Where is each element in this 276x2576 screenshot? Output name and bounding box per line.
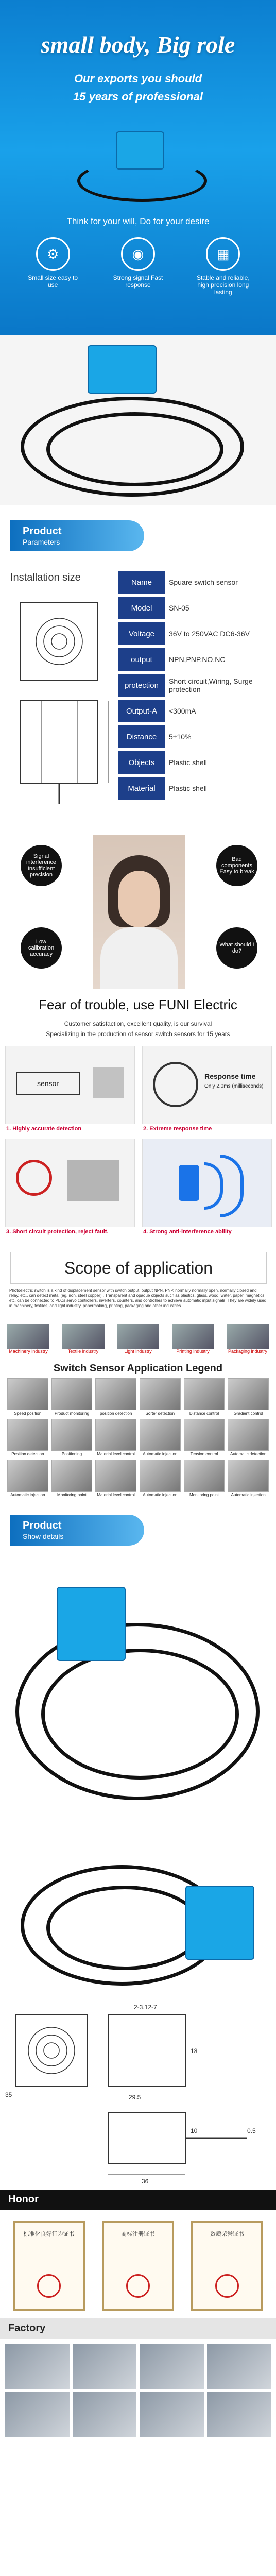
product-photo-section: [0, 335, 276, 505]
seal-icon: [37, 2274, 61, 2298]
legend-label: Product monitoring: [54, 1411, 90, 1416]
params-banner-title: Product: [23, 526, 62, 537]
hero-feature: [110, 237, 166, 296]
dimension-label: 18: [191, 2047, 198, 2055]
fear-line-2: Specializing in the production of sensor switch sensors for 15 years: [46, 1030, 230, 1038]
dimension-label: 35: [5, 2091, 12, 2098]
seal-icon: [215, 2274, 239, 2298]
industry-label: Printing industry: [176, 1349, 210, 1354]
legend-item: [51, 1460, 93, 1497]
fear-section: [0, 989, 276, 1041]
legend-item: [184, 1378, 225, 1416]
industry-label: Packaging industry: [228, 1349, 268, 1354]
response-title: Response time: [204, 1072, 256, 1080]
legend-grid: [7, 1378, 269, 1497]
spec-row: [118, 622, 270, 645]
legend-item: [140, 1419, 181, 1456]
spec-row: [118, 648, 270, 671]
legend-item: [140, 1378, 181, 1416]
legend-label: Gradient control: [233, 1411, 263, 1416]
factory-header: [0, 2318, 276, 2339]
legend-item: [95, 1460, 136, 1497]
industry-label: Machinery industry: [9, 1349, 48, 1354]
installation-title: Installation size: [10, 572, 81, 583]
spec-label: Objects: [118, 751, 165, 774]
spec-value: NPN,PNP,NO,NC: [169, 655, 226, 664]
sensor-product: [185, 1886, 254, 1960]
legend-label: Material level control: [97, 1452, 135, 1456]
honor-title: Honor: [8, 2194, 39, 2205]
problem-bubble: What should I do?: [216, 927, 257, 969]
certificate: [191, 2221, 263, 2311]
spec-value: 5±10%: [169, 733, 192, 741]
sensor-diagram-label: sensor: [16, 1072, 80, 1095]
industry-item: [117, 1324, 159, 1360]
spec-row: [118, 700, 270, 722]
industries-list: [0, 1324, 276, 1360]
certificate-title: 资质荣誉证书: [210, 2231, 244, 2238]
industry-label: Light industry: [124, 1349, 152, 1354]
legend-label: Automatic injection: [143, 1452, 178, 1456]
spec-value: Plastic shell: [169, 758, 207, 767]
problem-bubble: Low calibration accuracy: [21, 927, 62, 969]
hero-subtitle-1: Our exports you should: [74, 72, 202, 85]
spec-table: [118, 571, 270, 803]
hero-feature: [25, 237, 81, 296]
params-banner-subtitle: Parameters: [23, 538, 60, 546]
factory-photo: [73, 2392, 137, 2437]
certificate-title: 标准化良好行为证书: [23, 2231, 75, 2238]
factory-photo: [73, 2344, 137, 2389]
factory-photo: [5, 2392, 70, 2437]
industry-item: [62, 1324, 105, 1360]
wifi-icon: ◉: [121, 237, 155, 271]
certificate: [13, 2221, 85, 2311]
factory-gallery: [0, 2339, 276, 2442]
spec-value: SN-05: [169, 604, 189, 612]
legend-label: Automatic injection: [143, 1493, 178, 1497]
legend-item: [7, 1419, 48, 1456]
factory-photo: [140, 2392, 204, 2437]
honor-header: [0, 2190, 276, 2210]
legend-label: Positioning: [61, 1452, 82, 1456]
hero-feature: [195, 237, 251, 296]
params-banner: [0, 505, 276, 567]
legend-label: Distance control: [189, 1411, 219, 1416]
legend-item: [228, 1460, 269, 1497]
legend-item: [7, 1378, 48, 1416]
scope-title: Scope of application: [10, 1252, 267, 1284]
spec-row: [118, 597, 270, 619]
legend-label: Material level control: [97, 1493, 135, 1497]
spec-row: [118, 674, 270, 697]
legend-label: Automatic detection: [230, 1452, 267, 1456]
stopwatch-icon: [153, 1062, 198, 1107]
spec-label: protection: [118, 674, 165, 697]
industry-item: [172, 1324, 214, 1360]
product-detail-photo-1: [0, 1561, 276, 1850]
dimension-label: 0.5: [247, 2127, 256, 2134]
legend-label: Tension control: [190, 1452, 218, 1456]
show-banner-subtitle: Show details: [23, 1532, 64, 1540]
accuracy-card: [5, 1046, 135, 1124]
factory-photo: [5, 2344, 70, 2389]
hero-feature-label: Small size easy to use: [28, 274, 78, 289]
spec-label: Output-A: [118, 700, 165, 722]
chip-icon: ▦: [206, 237, 240, 271]
legend-item: [95, 1419, 136, 1456]
show-banner-title: Product: [23, 1520, 62, 1531]
problem-bubble: Signal interference Insufficient precision: [21, 845, 62, 886]
fear-heading: Fear of trouble, use FUNI Electric: [39, 997, 237, 1012]
legend-label: Automatic injection: [231, 1493, 266, 1497]
dimension-label: 29.5: [129, 2094, 141, 2101]
worried-person-image: [93, 835, 185, 989]
legend-item: [51, 1378, 93, 1416]
certificate-title: 商标注册证书: [121, 2231, 155, 2238]
legend-label: Speed position: [14, 1411, 42, 1416]
hero-title: small body, Big role: [41, 31, 235, 58]
legend-label: position detection: [100, 1411, 132, 1416]
legend-label: Monitoring point: [189, 1493, 219, 1497]
problem-bubble: Bad components Easy to break: [216, 845, 257, 886]
legend-item: [140, 1460, 181, 1497]
industry-item: [227, 1324, 269, 1360]
product-detail-photo-2: [0, 1850, 276, 1994]
sensor-product: [88, 345, 157, 394]
certificate: [102, 2221, 174, 2311]
spec-label: Distance: [118, 725, 165, 748]
legend-label: Sorter detection: [145, 1411, 175, 1416]
response-value: Only 2.0ms (milliseconds): [204, 1083, 264, 1089]
legend-item: [51, 1419, 93, 1456]
dimension-label: 36: [142, 2178, 149, 2185]
hero-feature-label: Stable and reliable, high precision long lasting: [196, 274, 250, 296]
installation-drawing: [10, 592, 129, 809]
spec-label: Name: [118, 571, 165, 594]
industry-item: [7, 1324, 49, 1360]
factory-photo: [207, 2392, 271, 2437]
show-details-banner: [0, 1499, 276, 1561]
factory-photo: [207, 2344, 271, 2389]
advantage-label: 1. Highly accurate detection: [6, 1126, 82, 1132]
spec-label: Model: [118, 597, 165, 619]
advantage-label: 4. Strong anti-interference ability: [143, 1229, 232, 1235]
hero-feature-label: Strong signal Fast response: [113, 274, 163, 289]
problems-section: [0, 835, 276, 989]
advantage-label: 2. Extreme response time: [143, 1126, 212, 1132]
legend-label: Automatic injection: [10, 1493, 45, 1497]
legend-item: [184, 1460, 225, 1497]
spec-value: <300mA: [169, 707, 196, 715]
advantages-section: [0, 1041, 276, 1247]
spec-row: [118, 751, 270, 774]
scope-section: [0, 1247, 276, 1288]
factory-photo: [140, 2344, 204, 2389]
sensor-product: [57, 1587, 126, 1661]
hero-section: [0, 0, 276, 335]
dimension-drawing: [0, 1994, 276, 2190]
spec-value: Plastic shell: [169, 784, 207, 792]
factory-title: Factory: [8, 2323, 46, 2334]
legend-label: Monitoring point: [57, 1493, 87, 1497]
dimension-label: 2-3.12-7: [134, 2004, 157, 2011]
signal-wave-icon: [179, 1165, 199, 1201]
parameters-section: [0, 567, 276, 835]
legend-item: [7, 1460, 48, 1497]
hero-product-image: [67, 118, 211, 201]
legend-item: [95, 1378, 136, 1416]
legend-item: [228, 1378, 269, 1416]
cable-coil-inner: [46, 412, 223, 486]
interference-card: [142, 1139, 272, 1227]
spec-label: Material: [118, 777, 165, 800]
industry-label: Textile industry: [67, 1349, 99, 1354]
spec-label: Voltage: [118, 622, 165, 645]
response-card: [142, 1046, 272, 1124]
spec-value: Short circuit,Wiring, Surge protection: [169, 677, 253, 693]
dimension-drawing-section: [0, 1994, 276, 2190]
protection-card: [5, 1139, 135, 1227]
seal-icon: [126, 2274, 150, 2298]
spec-value: 36V to 250VAC DC6-36V: [169, 630, 250, 638]
hero-feature-list: [10, 237, 266, 296]
legend-label: Position detection: [11, 1452, 44, 1456]
scope-description: Photoelectric switch is a kind of displacement sensor with switch output, output NPN, PNP, normally normally open, normally closed and relay, etc., can detect metal (eg, iron, steel copper) . Transparent and opaque objects such as plastics, glass, wood, water, paper, magnetics, etc. can be connected to PLCs servo controllers, inverters, counters, and controllers to achieve automatic input signals. They are widely used in machinery, textiles, and light industry, papermaking, printing, packaging and other industries.: [9, 1288, 267, 1308]
spec-label: output: [118, 648, 165, 671]
spec-row: [118, 571, 270, 594]
hero-tagline: Think for your will, Do for your desire: [66, 216, 210, 226]
hero-subtitle-2: 15 years of professional: [73, 90, 203, 103]
legend-title: Switch Sensor Application Legend: [53, 1363, 223, 1374]
honor-section: [0, 2210, 276, 2318]
fear-line-1: Customer satisfaction, excellent quality, is our survival: [64, 1020, 212, 1027]
legend-item: [228, 1419, 269, 1456]
application-legend: [0, 1360, 276, 1499]
legend-item: [184, 1419, 225, 1456]
spec-row: [118, 725, 270, 748]
spec-value: Spuare switch sensor: [169, 578, 238, 586]
gear-icon: ⚙: [36, 237, 70, 271]
dimension-label: 10: [191, 2127, 198, 2134]
advantage-label: 3. Short circuit protection, reject fault.: [6, 1229, 109, 1235]
prohibited-icon: [16, 1160, 52, 1196]
spec-row: [118, 777, 270, 800]
